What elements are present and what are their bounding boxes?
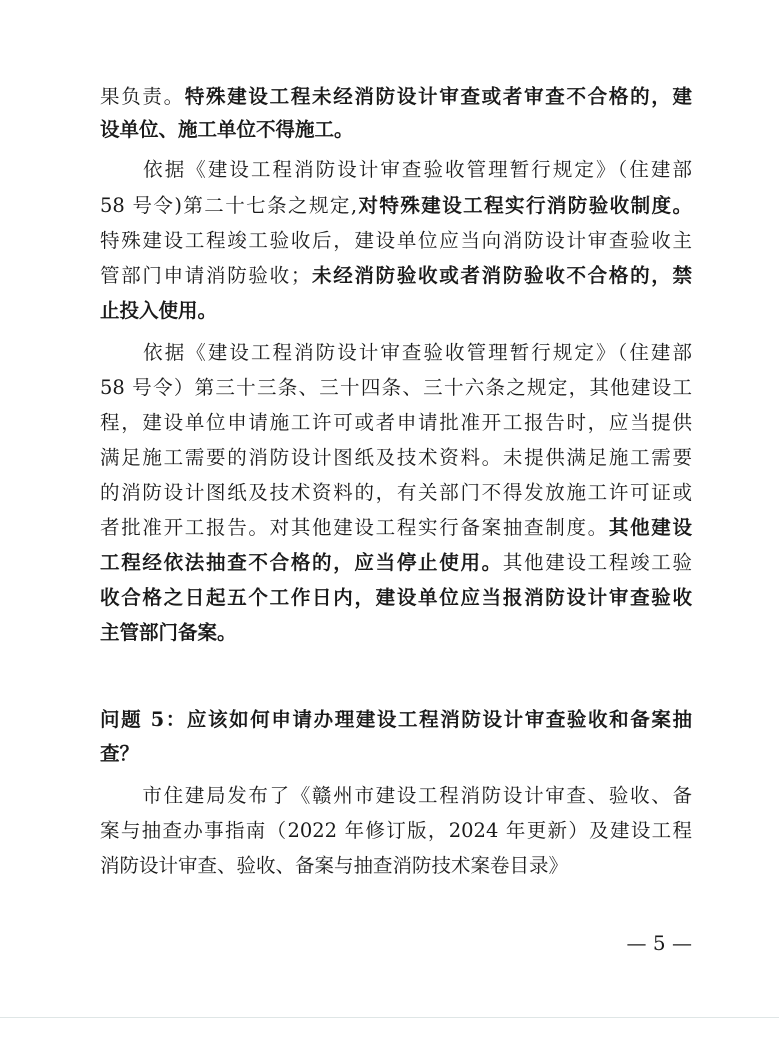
text-segment: 特殊建设工程竣工验收后，建设单位应当向消防设计审查验收主 — [100, 229, 692, 252]
text-line — [100, 620, 692, 646]
bold-text-segment: 收合格之日起五个工作日内，建设单位应当报消防设计审查验收 — [100, 586, 692, 609]
bottom-divider — [0, 1017, 779, 1018]
text-line — [100, 783, 692, 809]
bold-text-segment: 对特殊建设工程实行消防验收制度。 — [357, 194, 692, 217]
text-segment: 的消防设计图纸及技术资料的，有关部门不得发放施工许可证或 — [100, 481, 692, 504]
text-line — [100, 480, 692, 506]
text-segment: 案与抽查办事指南（2022 年修订版，2024 年更新）及建设工程 — [100, 819, 692, 842]
text-segment: 管部门申请消防验收； — [100, 264, 311, 287]
text-line — [100, 707, 692, 733]
bold-text-segment: 问题 5：应该如何申请办理建设工程消防设计审查验收和备案抽 — [100, 708, 692, 731]
bold-text-segment: 止投入使用。 — [100, 299, 218, 322]
text-line — [100, 741, 692, 767]
text-line — [100, 157, 692, 183]
text-segment: 程，建设单位申请施工许可或者申请批准开工报告时，应当提供 — [100, 411, 692, 434]
bold-text-segment: 特殊建设工程未经消防设计审查或者审查不合格的，建 — [184, 85, 692, 108]
text-line — [100, 375, 692, 401]
text-segment: 果负责。 — [100, 85, 185, 108]
text-segment: 满足施工需要的消防设计图纸及技术资料。未提供满足施工需要 — [100, 446, 692, 469]
bold-text-segment: 其他建设 — [608, 516, 692, 539]
text-line — [100, 585, 692, 611]
text-line — [100, 515, 692, 541]
bold-text-segment: 查？ — [100, 742, 140, 765]
bold-text-segment: 设单位、施工单位不得施工。 — [100, 118, 354, 141]
text-line — [100, 445, 692, 471]
text-segment: 者批准开工报告。对其他建设工程实行备案抽查制度。 — [100, 516, 609, 539]
bold-text-segment: 工程经依法抽查不合格的，应当停止使用。 — [100, 551, 503, 574]
text-segment: 消防设计审查、验收、备案与抽查消防技术案卷目录》 — [100, 854, 569, 877]
bold-text-segment: 主管部门备案。 — [100, 621, 237, 644]
text-line — [100, 193, 692, 219]
text-line — [100, 818, 692, 844]
text-segment: 58 号令）第三十三条、三十四条、三十六条之规定，其他建设工 — [100, 376, 692, 399]
bold-text-segment: 未经消防验收或者消防验收不合格的，禁 — [310, 264, 692, 287]
text-line — [100, 410, 692, 436]
text-line — [100, 298, 692, 324]
text-line — [100, 117, 692, 143]
text-line — [100, 550, 692, 576]
text-segment: 其他建设工程竣工验 — [502, 551, 692, 574]
text-line — [100, 853, 692, 879]
text-line — [100, 228, 692, 254]
text-segment: 市住建局发布了《赣州市建设工程消防设计审查、验收、备 — [100, 784, 692, 807]
text-segment: 58 号令)第二十七条之规定, — [100, 194, 358, 217]
text-segment: 依据《建设工程消防设计审查验收管理暂行规定》（住建部 — [100, 158, 692, 181]
page-number: — 5 — — [626, 931, 692, 955]
text-line — [100, 263, 692, 289]
text-line — [100, 84, 692, 110]
text-segment: 依据《建设工程消防设计审查验收管理暂行规定》（住建部 — [100, 341, 692, 364]
text-line — [100, 340, 692, 366]
